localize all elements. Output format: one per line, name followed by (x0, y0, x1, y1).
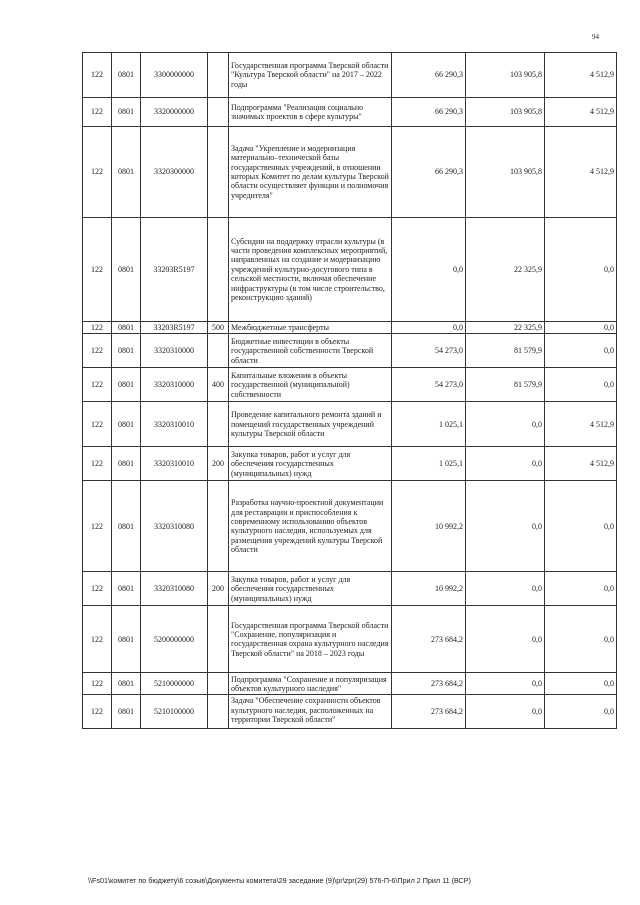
cell-section-code: 0801 (112, 481, 141, 572)
cell-expense-type (208, 218, 229, 322)
table-row (83, 53, 617, 98)
cell-amount-1: 66 290,3 (392, 127, 466, 218)
cell-expense-type: 400 (208, 368, 229, 402)
cell-section-code: 0801 (112, 127, 141, 218)
cell-description: Межбюджетные трансферты (229, 322, 392, 334)
cell-amount-1: 0,0 (392, 218, 466, 322)
cell-description: Подпрограмма "Реализация социально значимых проектов в сфере культуры" (229, 98, 392, 127)
cell-description: Бюджетные инвестиции в объекты государственной собственности Тверской области (229, 334, 392, 368)
cell-admin-code: 122 (83, 695, 112, 729)
cell-section-code: 0801 (112, 368, 141, 402)
cell-amount-1: 66 290,3 (392, 53, 466, 98)
cell-target-article: 3320310000 (141, 334, 208, 368)
table-row (83, 673, 617, 695)
table-row (83, 402, 617, 447)
cell-description: Подпрограмма "Сохранение и популяризация объектов культурного наследия" (229, 673, 392, 695)
cell-admin-code: 122 (83, 334, 112, 368)
cell-amount-1: 1 025,1 (392, 402, 466, 447)
table-row (83, 98, 617, 127)
cell-amount-3: 0,0 (545, 572, 617, 606)
cell-section-code: 0801 (112, 572, 141, 606)
cell-expense-type (208, 481, 229, 572)
table-row (83, 572, 617, 606)
cell-expense-type (208, 695, 229, 729)
cell-amount-3: 0,0 (545, 606, 617, 673)
cell-section-code: 0801 (112, 53, 141, 98)
cell-amount-2: 103 905,8 (466, 98, 545, 127)
budget-table (82, 52, 617, 729)
cell-section-code: 0801 (112, 695, 141, 729)
cell-expense-type (208, 98, 229, 127)
cell-admin-code: 122 (83, 127, 112, 218)
cell-amount-1: 273 684,2 (392, 695, 466, 729)
cell-description: Субсидии на поддержку отрасли культуры (в части проведения комплексных мероприятий, направленных на создание и модернизацию учреждений культурно-досугового типа в сельской местности, включая обеспечение инфраструктуры (в том числе строительство, реконструкцию зданий) (229, 218, 392, 322)
cell-amount-2: 22 325,9 (466, 322, 545, 334)
cell-amount-3: 0,0 (545, 368, 617, 402)
cell-amount-3: 4 512,9 (545, 127, 617, 218)
cell-amount-1: 54 273,0 (392, 368, 466, 402)
cell-expense-type: 200 (208, 572, 229, 606)
table-row (83, 127, 617, 218)
cell-admin-code: 122 (83, 322, 112, 334)
cell-description: Государственная программа Тверской области "Сохранение, популяризация и государственная охрана культурного наследия Тверской области" на 2018 – 2023 годы (229, 606, 392, 673)
cell-expense-type: 200 (208, 447, 229, 481)
cell-section-code: 0801 (112, 322, 141, 334)
cell-expense-type: 500 (208, 322, 229, 334)
cell-amount-2: 0,0 (466, 673, 545, 695)
cell-expense-type (208, 673, 229, 695)
cell-amount-2: 103 905,8 (466, 53, 545, 98)
cell-section-code: 0801 (112, 447, 141, 481)
cell-amount-2: 0,0 (466, 695, 545, 729)
cell-description: Государственная программа Тверской области "Культура Тверской области" на 2017 – 2022 годы (229, 53, 392, 98)
table-row (83, 368, 617, 402)
cell-target-article: 3320310080 (141, 572, 208, 606)
cell-admin-code: 122 (83, 98, 112, 127)
cell-amount-1: 0,0 (392, 322, 466, 334)
cell-expense-type (208, 334, 229, 368)
cell-amount-3: 4 512,9 (545, 53, 617, 98)
table-row (83, 322, 617, 334)
cell-description: Капитальные вложения в объекты государственной (муниципальной) собственности (229, 368, 392, 402)
cell-description: Разработка научно-проектной документации для реставрации и приспособления к современному использованию объектов культурного наследия, используемых для размещения учреждений культуры Тверской области (229, 481, 392, 572)
cell-section-code: 0801 (112, 218, 141, 322)
cell-target-article: 3320310010 (141, 447, 208, 481)
cell-expense-type (208, 606, 229, 673)
cell-description: Проведение капитального ремонта зданий и помещений государственных учреждений культуры Тверской области (229, 402, 392, 447)
cell-amount-1: 1 025,1 (392, 447, 466, 481)
cell-target-article: 33203R5197 (141, 322, 208, 334)
cell-expense-type (208, 402, 229, 447)
table-row (83, 481, 617, 572)
cell-amount-3: 4 512,9 (545, 402, 617, 447)
cell-target-article: 3320310080 (141, 481, 208, 572)
cell-amount-1: 273 684,2 (392, 673, 466, 695)
cell-admin-code: 122 (83, 481, 112, 572)
cell-target-article: 3320310010 (141, 402, 208, 447)
cell-amount-3: 0,0 (545, 695, 617, 729)
cell-section-code: 0801 (112, 98, 141, 127)
cell-target-article: 3320300000 (141, 127, 208, 218)
cell-amount-3: 4 512,9 (545, 98, 617, 127)
cell-amount-3: 0,0 (545, 334, 617, 368)
cell-amount-1: 66 290,3 (392, 98, 466, 127)
cell-amount-2: 103 905,8 (466, 127, 545, 218)
cell-admin-code: 122 (83, 218, 112, 322)
cell-amount-1: 273 684,2 (392, 606, 466, 673)
cell-section-code: 0801 (112, 606, 141, 673)
cell-amount-3: 4 512,9 (545, 447, 617, 481)
cell-section-code: 0801 (112, 334, 141, 368)
cell-amount-2: 0,0 (466, 481, 545, 572)
cell-description: Задача "Укрепление и модернизация материально–технической базы государственных учреждений, в отношении которых Комитет по делам культуры Тверской области осуществляет функции и полномочия учредителя" (229, 127, 392, 218)
cell-amount-3: 0,0 (545, 673, 617, 695)
cell-target-article: 5210100000 (141, 695, 208, 729)
cell-admin-code: 122 (83, 572, 112, 606)
table-row (83, 606, 617, 673)
cell-target-article: 3320000000 (141, 98, 208, 127)
table-row (83, 218, 617, 322)
table-body (83, 53, 617, 729)
cell-section-code: 0801 (112, 402, 141, 447)
cell-amount-2: 0,0 (466, 402, 545, 447)
cell-target-article: 33203R5197 (141, 218, 208, 322)
cell-amount-2: 0,0 (466, 447, 545, 481)
cell-admin-code: 122 (83, 447, 112, 481)
cell-amount-1: 54 273,0 (392, 334, 466, 368)
cell-amount-2: 0,0 (466, 606, 545, 673)
table-row (83, 334, 617, 368)
cell-admin-code: 122 (83, 402, 112, 447)
page-number: 94 (592, 33, 599, 41)
file-path-footer: \\Fs01\комитет по бюджету\6 созыв\Документы комитета\29 заседание (9)\pr\zpr(29) 576-П-6\Прил 2 Прил 11 (ВСР) (88, 876, 471, 885)
cell-amount-1: 10 992,2 (392, 572, 466, 606)
cell-description: Задача "Обеспечение сохранности объектов культурного наследия, расположенных на территории Тверской области" (229, 695, 392, 729)
cell-target-article: 3300000000 (141, 53, 208, 98)
cell-admin-code: 122 (83, 673, 112, 695)
cell-admin-code: 122 (83, 368, 112, 402)
cell-expense-type (208, 53, 229, 98)
cell-expense-type (208, 127, 229, 218)
cell-amount-3: 0,0 (545, 322, 617, 334)
cell-amount-2: 22 325,9 (466, 218, 545, 322)
table-row (83, 695, 617, 729)
cell-target-article: 5210000000 (141, 673, 208, 695)
cell-section-code: 0801 (112, 673, 141, 695)
cell-amount-3: 0,0 (545, 481, 617, 572)
cell-amount-2: 81 579,9 (466, 368, 545, 402)
cell-amount-2: 0,0 (466, 572, 545, 606)
cell-description: Закупка товаров, работ и услуг для обеспечения государственных (муниципальных) нужд (229, 572, 392, 606)
table-row (83, 447, 617, 481)
cell-target-article: 3320310000 (141, 368, 208, 402)
cell-amount-1: 10 992,2 (392, 481, 466, 572)
cell-description: Закупка товаров, работ и услуг для обеспечения государственных (муниципальных) нужд (229, 447, 392, 481)
cell-amount-2: 81 579,9 (466, 334, 545, 368)
cell-amount-3: 0,0 (545, 218, 617, 322)
cell-admin-code: 122 (83, 53, 112, 98)
cell-admin-code: 122 (83, 606, 112, 673)
cell-target-article: 5200000000 (141, 606, 208, 673)
